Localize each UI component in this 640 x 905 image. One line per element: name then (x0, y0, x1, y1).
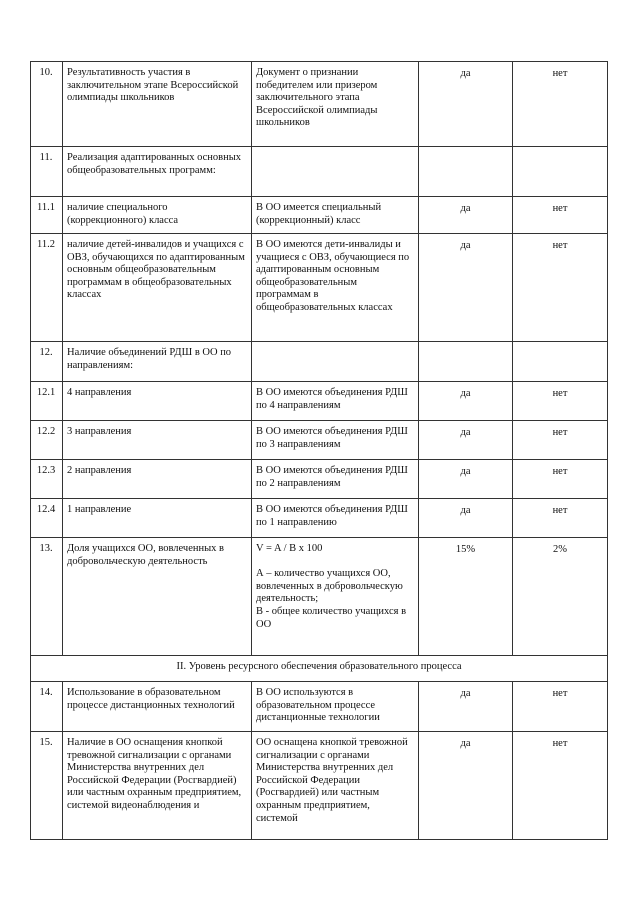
indicator-cell: В ОО имеются объединения РДШ по 1 направлению (252, 499, 419, 538)
table-row (31, 197, 608, 234)
criterion-cell: Результативность участия в заключительном этапе Всероссийской олимпиады школьников (63, 62, 252, 147)
indicator-cell: В ОО имеются объединения РДШ по 3 направлениям (252, 421, 419, 460)
table-row (31, 421, 608, 460)
value-no-cell: нет (513, 732, 608, 840)
table-row (31, 382, 608, 421)
row-number: 12.3 (31, 460, 63, 499)
criterion-cell: 3 направления (63, 421, 252, 460)
value-no-cell: нет (513, 421, 608, 460)
criterion-cell: Доля учащихся ОО, вовлеченных в добровольческую деятельность (63, 538, 252, 656)
value-yes-cell: да (419, 421, 513, 460)
row-number: 12.4 (31, 499, 63, 538)
criterion-cell: Наличие объединений РДШ в ОО по направлениям: (63, 342, 252, 382)
indicator-cell (252, 342, 419, 382)
value-no-cell: 2% (513, 538, 608, 656)
row-number: 12. (31, 342, 63, 382)
criterion-cell: Использование в образовательном процессе дистанционных технологий (63, 682, 252, 732)
value-no-cell: нет (513, 197, 608, 234)
row-number: 12.2 (31, 421, 63, 460)
value-no-cell (513, 147, 608, 197)
value-yes-cell: да (419, 732, 513, 840)
criterion-cell: наличие специального (коррекционного) класса (63, 197, 252, 234)
table-row (31, 342, 608, 382)
section-header-row (31, 656, 608, 682)
table-row (31, 62, 608, 147)
table-row (31, 538, 608, 656)
value-yes-cell: да (419, 62, 513, 147)
value-yes-cell (419, 147, 513, 197)
row-number: 11.1 (31, 197, 63, 234)
indicator-cell (252, 147, 419, 197)
row-number: 10. (31, 62, 63, 147)
value-yes-cell: да (419, 682, 513, 732)
value-no-cell (513, 342, 608, 382)
table-row (31, 234, 608, 342)
value-no-cell: нет (513, 682, 608, 732)
criterion-cell: 2 направления (63, 460, 252, 499)
value-yes-cell: 15% (419, 538, 513, 656)
value-yes-cell: да (419, 460, 513, 499)
value-yes-cell: да (419, 197, 513, 234)
indicator-cell: Документ о признании победителем или призером заключительного этапа Всероссийской олимпиады школьников (252, 62, 419, 147)
value-yes-cell (419, 342, 513, 382)
value-no-cell: нет (513, 234, 608, 342)
indicator-cell: В ОО имеются дети-инвалиды и учащиеся с ОВЗ, обучающиеся по адаптированным основным общеобразовательным программам в общеобразовательных классах (252, 234, 419, 342)
indicator-cell: ОО оснащена кнопкой тревожной сигнализации с органами Министерства внутренних дел Российской Федерации (Росгвардией) или частным охранным предприятием, системой (252, 732, 419, 840)
table-row (31, 682, 608, 732)
section-title: II. Уровень ресурсного обеспечения образовательного процесса (31, 656, 608, 682)
indicator-cell: В ОО имеются объединения РДШ по 2 направлениям (252, 460, 419, 499)
criterion-cell: Наличие в ОО оснащения кнопкой тревожной сигнализации с органами Министерства внутренних дел Российской Федерации (Росгвардией) или частным охранным предприятием, системой видеонаблюдения и (63, 732, 252, 840)
value-no-cell: нет (513, 499, 608, 538)
value-no-cell: нет (513, 62, 608, 147)
table-row (31, 460, 608, 499)
value-no-cell: нет (513, 460, 608, 499)
indicator-cell: В ОО имеются объединения РДШ по 4 направлениям (252, 382, 419, 421)
formula-cell: V = A / B x 100 А – количество учащихся ОО, вовлеченных в добровольческую деятельность; В - общее количество учащихся в ОО (252, 538, 419, 656)
criterion-cell: Реализация адаптированных основных общеобразовательных программ: (63, 147, 252, 197)
row-number: 11. (31, 147, 63, 197)
value-yes-cell: да (419, 382, 513, 421)
indicator-cell: В ОО имеется специальный (коррекционный) класс (252, 197, 419, 234)
indicator-cell: В ОО используются в образовательном процессе дистанционные технологии (252, 682, 419, 732)
value-yes-cell: да (419, 234, 513, 342)
row-number: 14. (31, 682, 63, 732)
row-number: 15. (31, 732, 63, 840)
table-row (31, 147, 608, 197)
row-number: 13. (31, 538, 63, 656)
table-row (31, 732, 608, 840)
criteria-table (30, 61, 608, 840)
criterion-cell: 4 направления (63, 382, 252, 421)
value-no-cell: нет (513, 382, 608, 421)
row-number: 11.2 (31, 234, 63, 342)
value-yes-cell: да (419, 499, 513, 538)
row-number: 12.1 (31, 382, 63, 421)
criterion-cell: наличие детей-инвалидов и учащихся с ОВЗ, обучающихся по адаптированным основным общеобразовательным программам в общеобразовательных классах (63, 234, 252, 342)
table-row (31, 499, 608, 538)
criterion-cell: 1 направление (63, 499, 252, 538)
